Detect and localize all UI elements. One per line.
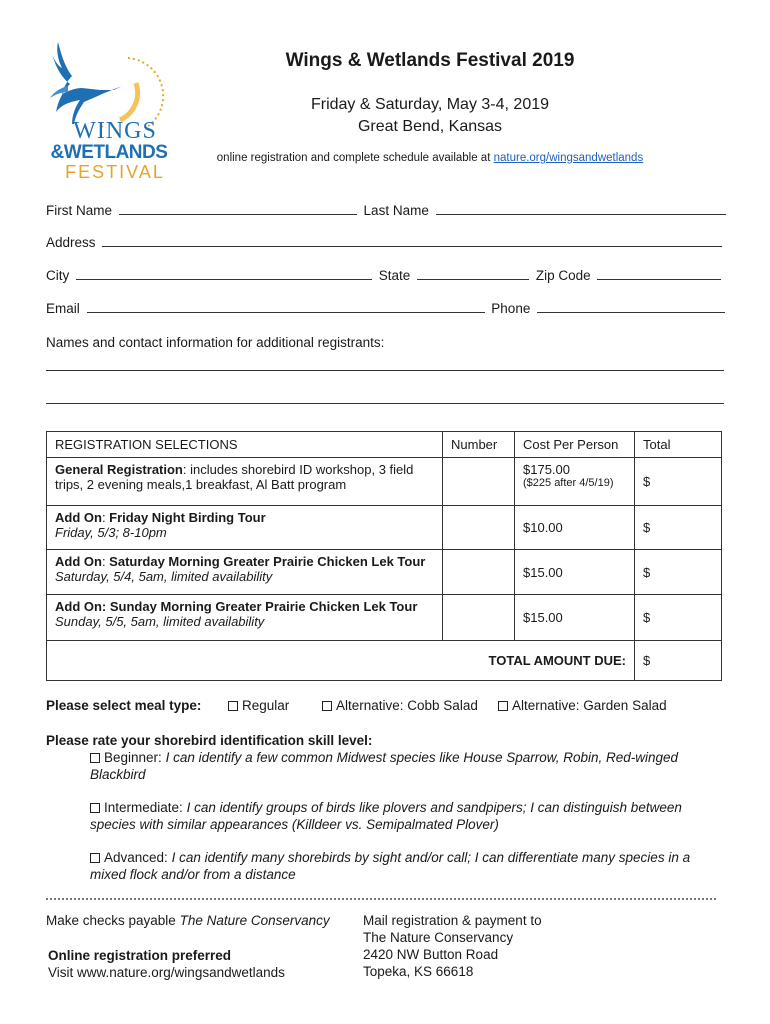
number-field[interactable] bbox=[443, 595, 515, 641]
last-name-label: Last Name bbox=[363, 203, 429, 218]
zip-field[interactable] bbox=[597, 268, 721, 280]
total-field[interactable]: $ bbox=[635, 595, 722, 641]
meal-option-label: Alternative: Garden Salad bbox=[512, 698, 667, 713]
first-name-label: First Name bbox=[46, 203, 113, 218]
page-title: Wings & Wetlands Festival 2019 bbox=[285, 50, 575, 71]
name-row bbox=[46, 203, 729, 218]
selection-saturday-lek-tour bbox=[47, 550, 443, 595]
online-registration-text: online registration and complete schedule available at bbox=[216, 152, 494, 164]
checkbox-icon[interactable] bbox=[90, 853, 100, 863]
mail-org: The Nature Conservancy bbox=[363, 930, 514, 945]
visit-website: Visit www.nature.org/wingsandwetlands bbox=[48, 965, 285, 980]
additional-registrants-label: Names and contact information for additional registrants: bbox=[46, 335, 385, 350]
table-row bbox=[47, 506, 722, 550]
row-tour-name: Saturday Morning Greater Prairie Chicken Lek Tour bbox=[109, 554, 426, 569]
header-number: Number bbox=[443, 432, 515, 458]
total-amount-field[interactable]: $ bbox=[635, 641, 722, 681]
selection-sunday-lek-tour bbox=[47, 595, 443, 641]
mail-city: Topeka, KS 66618 bbox=[363, 964, 474, 979]
selection-general-registration bbox=[47, 458, 443, 506]
address-field[interactable] bbox=[102, 235, 722, 247]
checkbox-icon[interactable] bbox=[90, 753, 100, 763]
city-label: City bbox=[46, 268, 70, 283]
address-label: Address bbox=[46, 235, 96, 250]
meal-option-cobb[interactable] bbox=[322, 698, 478, 713]
meal-option-label: Regular bbox=[242, 698, 290, 713]
skill-level-section bbox=[46, 732, 726, 883]
cost-value: $15.00 bbox=[515, 595, 635, 641]
row-description: : includes shorebird ID workshop, 3 field trips, 2 evening meals,1 breakfast, Al Batt program bbox=[55, 462, 414, 492]
total-field[interactable]: $ bbox=[635, 458, 722, 506]
checks-prefix: Make checks payable bbox=[46, 913, 180, 928]
cost-value: $175.00 bbox=[523, 462, 570, 477]
last-name-field[interactable] bbox=[436, 203, 726, 215]
cost-value: $15.00 bbox=[515, 550, 635, 595]
skill-option-description: I can identify a few common Midwest species like House Sparrow, Robin, Red-winged Blackbird bbox=[90, 750, 679, 782]
header-cost: Cost Per Person bbox=[515, 432, 635, 458]
skill-option-description: I can identify groups of birds like plovers and sandpipers; I can distinguish between species with similar appearances (Killdeer vs. Semipalmated Plover) bbox=[90, 800, 682, 832]
checks-org: The Nature Conservancy bbox=[179, 913, 330, 928]
skill-label: Please rate your shorebird identification skill level: bbox=[46, 733, 373, 748]
city-row bbox=[46, 268, 724, 283]
number-field[interactable] bbox=[443, 506, 515, 550]
logo-line-1: WINGS bbox=[73, 118, 157, 144]
checkbox-icon[interactable] bbox=[498, 701, 508, 711]
header-total: Total bbox=[635, 432, 722, 458]
table-row bbox=[47, 458, 722, 506]
number-field[interactable] bbox=[443, 458, 515, 506]
cost-cell bbox=[515, 458, 635, 506]
row-title: General Registration bbox=[55, 462, 183, 477]
checkbox-icon[interactable] bbox=[322, 701, 332, 711]
mail-street: 2420 NW Button Road bbox=[363, 947, 499, 962]
online-registration-link[interactable]: nature.org/wingsandwetlands bbox=[493, 152, 644, 164]
cost-note: ($225 after 4/5/19) bbox=[523, 477, 614, 489]
email-label: Email bbox=[46, 301, 80, 316]
event-location: Great Bend, Kansas bbox=[357, 118, 503, 135]
event-dates: Friday & Saturday, May 3-4, 2019 bbox=[310, 96, 550, 113]
checkbox-icon[interactable] bbox=[228, 701, 238, 711]
total-field[interactable]: $ bbox=[635, 506, 722, 550]
state-label: State bbox=[378, 268, 411, 283]
checks-payable bbox=[46, 912, 330, 929]
total-amount-label: TOTAL AMOUNT DUE: bbox=[47, 641, 635, 681]
state-field[interactable] bbox=[417, 268, 529, 280]
table-row bbox=[47, 595, 722, 641]
row-schedule: Saturday, 5/4, 5am, limited availability bbox=[55, 569, 273, 584]
selection-friday-night-tour bbox=[47, 506, 443, 550]
festival-logo bbox=[40, 38, 180, 186]
additional-registrants-field-2[interactable] bbox=[46, 403, 724, 404]
phone-label: Phone bbox=[491, 301, 531, 316]
total-field[interactable]: $ bbox=[635, 550, 722, 595]
row-title: Add On: Sunday Morning Greater Prairie Chicken Lek Tour bbox=[55, 599, 418, 614]
divider bbox=[46, 898, 716, 900]
meal-option-label: Alternative: Cobb Salad bbox=[336, 698, 478, 713]
skill-option-name: Beginner: bbox=[104, 750, 162, 765]
email-row bbox=[46, 301, 728, 316]
row-separator: : bbox=[101, 510, 110, 525]
skill-option-beginner[interactable] bbox=[90, 749, 720, 783]
online-preferred: Online registration preferred bbox=[48, 948, 232, 963]
row-schedule: Friday, 5/3; 8-10pm bbox=[55, 525, 167, 540]
address-row bbox=[46, 235, 725, 250]
logo-line-3: FESTIVAL bbox=[65, 162, 165, 182]
row-tour-name: Friday Night Birding Tour bbox=[109, 510, 266, 525]
city-field[interactable] bbox=[76, 268, 372, 280]
table-header-row bbox=[47, 432, 722, 458]
meal-option-garden[interactable] bbox=[498, 698, 667, 713]
row-separator: : bbox=[101, 554, 110, 569]
skill-option-advanced[interactable] bbox=[90, 849, 720, 883]
mail-address bbox=[363, 912, 542, 980]
table-row bbox=[47, 550, 722, 595]
row-title: Add On bbox=[55, 510, 102, 525]
logo-line-2: &WETLANDS bbox=[50, 142, 168, 163]
skill-option-description: I can identify many shorebirds by sight and/or call; I can differentiate many species in a mixed flock and/or from a distance bbox=[90, 850, 691, 882]
number-field[interactable] bbox=[443, 550, 515, 595]
row-schedule: Sunday, 5/5, 5am, limited availability bbox=[55, 614, 265, 629]
registration-table bbox=[46, 431, 722, 681]
online-registration-note bbox=[180, 152, 680, 164]
skill-option-intermediate[interactable] bbox=[90, 799, 720, 833]
checkbox-icon[interactable] bbox=[90, 803, 100, 813]
meal-label: Please select meal type: bbox=[46, 698, 202, 713]
total-row bbox=[47, 641, 722, 681]
skill-option-name: Intermediate: bbox=[104, 800, 183, 815]
row-title: Add On bbox=[55, 554, 102, 569]
phone-field[interactable] bbox=[537, 301, 725, 313]
cost-value: $10.00 bbox=[515, 506, 635, 550]
email-field[interactable] bbox=[87, 301, 485, 313]
additional-registrants-field-1[interactable] bbox=[46, 370, 724, 371]
heron-icon bbox=[40, 38, 180, 128]
skill-option-name: Advanced: bbox=[104, 850, 168, 865]
header-selections: REGISTRATION SELECTIONS bbox=[47, 432, 443, 458]
mail-label: Mail registration & payment to bbox=[363, 913, 542, 928]
first-name-field[interactable] bbox=[119, 203, 357, 215]
meal-option-regular[interactable] bbox=[228, 698, 289, 713]
zip-label: Zip Code bbox=[535, 268, 591, 283]
